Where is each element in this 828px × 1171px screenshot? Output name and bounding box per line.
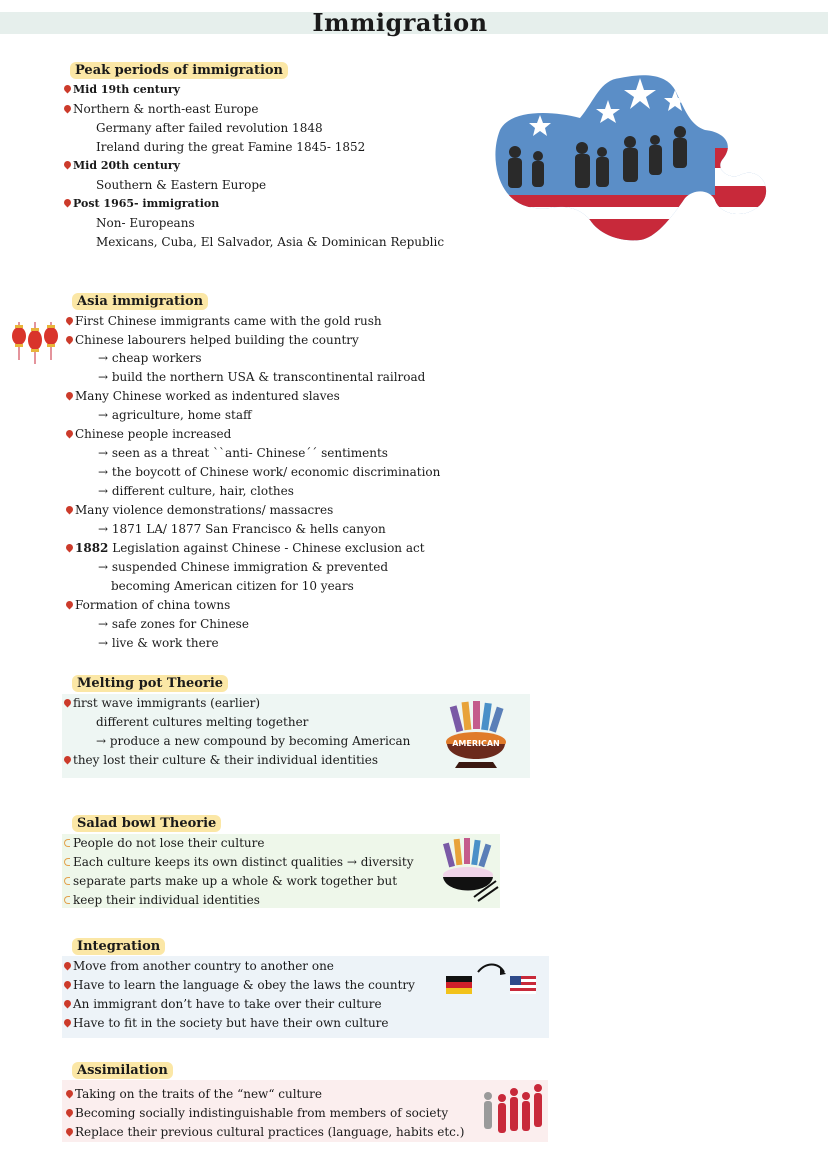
usa-map-illustration [490, 70, 772, 242]
list-item: → agriculture, home staff [98, 408, 252, 422]
melting-pot-icon [443, 698, 509, 772]
pot-label: AMERICAN [452, 739, 500, 748]
list-item: Formation of china towns [66, 597, 230, 613]
list-item: → seen as a threat ``anti- Chinese´´ sentiments [98, 446, 388, 460]
germany-to-usa-icon [444, 962, 540, 996]
integration-title: Integration [72, 938, 165, 955]
asia-title: Asia immigration [72, 293, 208, 310]
bullet-icon [63, 160, 73, 170]
list-item: Taking on the traits of the “new“ culture [66, 1086, 322, 1102]
list-item: Many Chinese worked as indentured slaves [66, 388, 340, 404]
list-item: Northern & north-east Europe [64, 101, 258, 117]
bracket-bullet-icon [64, 896, 70, 904]
bullet-icon [65, 1089, 75, 1099]
bullet-icon [65, 335, 75, 345]
list-item: → cheap workers [98, 351, 202, 365]
bracket-bullet-icon [64, 839, 70, 847]
list-item: Mexicans, Cuba, El Salvador, Asia & Dominican Republic [96, 235, 445, 249]
list-item: Each culture keeps its own distinct qualities → diversity [64, 854, 413, 870]
list-item: Post 1965- immigration [64, 196, 219, 212]
list-item: Southern & Eastern Europe [96, 178, 267, 192]
bullet-icon [65, 505, 75, 515]
bracket-bullet-icon [64, 877, 70, 885]
bullet-icon [63, 961, 73, 971]
bullet-icon [63, 999, 73, 1009]
people-group-icon [482, 1082, 546, 1140]
bullet-icon [63, 84, 73, 94]
bullet-icon [63, 698, 73, 708]
list-item: → build the northern USA & transcontinental railroad [98, 370, 426, 384]
list-item: First Chinese immigrants came with the gold rush [66, 313, 382, 329]
list-item: becoming American citizen for 10 years [111, 579, 354, 593]
salad-bowl-icon [440, 837, 500, 907]
peak-title: Peak periods of immigration [70, 62, 288, 79]
usa-flag-icon [510, 976, 536, 994]
list-item: → produce a new compound by becoming American [96, 734, 411, 748]
list-item: Move from another country to another one [64, 958, 334, 974]
list-item: Replace their previous cultural practices (language, habits etc.) [66, 1124, 464, 1140]
bullet-icon [63, 1018, 73, 1028]
list-item: Chinese labourers helped building the country [66, 332, 359, 348]
list-item: → safe zones for Chinese [98, 617, 249, 631]
page-title: Immigration [312, 8, 488, 37]
bullet-icon [63, 104, 73, 114]
list-item: 1882 Legislation against Chinese - Chinese exclusion act [66, 540, 425, 556]
bullet-icon [63, 198, 73, 208]
list-item: different cultures melting together [96, 715, 309, 729]
list-item: Germany after failed revolution 1848 [96, 121, 323, 135]
germany-flag-icon [446, 976, 472, 994]
bullet-icon [65, 316, 75, 326]
bullet-icon [65, 600, 75, 610]
salad-bowl-title: Salad bowl Theorie [72, 815, 221, 832]
list-item: separate parts make up a whole & work together but [64, 873, 397, 889]
bullet-icon [65, 543, 75, 553]
list-item: Mid 19th century [64, 82, 180, 98]
bullet-icon [65, 1127, 75, 1137]
list-item: → 1871 LA/ 1877 San Francisco & hells canyon [98, 522, 386, 536]
list-item: Many violence demonstrations/ massacres [66, 502, 333, 518]
list-item: → suspended Chinese immigration & prevented [98, 560, 389, 574]
bullet-icon [63, 755, 73, 765]
melting-pot-title: Melting pot Theorie [72, 675, 228, 692]
list-item: Non- Europeans [96, 216, 195, 230]
list-item: Becoming socially indistinguishable from members of society [66, 1105, 448, 1121]
list-item: → live & work there [98, 636, 219, 650]
list-item: Have to fit in the society but have their own culture [64, 1015, 389, 1031]
list-item: People do not lose their culture [64, 835, 264, 851]
bracket-bullet-icon [64, 858, 70, 866]
list-item: keep their individual identities [64, 892, 260, 908]
list-item: Ireland during the great Famine 1845- 1852 [96, 140, 366, 154]
chinese-lanterns-icon [10, 320, 60, 366]
list-item: An immigrant don’t have to take over their culture [64, 996, 382, 1012]
list-item: they lost their culture & their individual identities [64, 752, 378, 768]
list-item: → the boycott of Chinese work/ economic discrimination [98, 465, 441, 479]
list-item: first wave immigrants (earlier) [64, 695, 260, 711]
assimilation-title: Assimilation [72, 1062, 173, 1079]
list-item: → different culture, hair, clothes [98, 484, 294, 498]
bullet-icon [63, 980, 73, 990]
bullet-icon [65, 1108, 75, 1118]
bullet-icon [65, 429, 75, 439]
bullet-icon [65, 391, 75, 401]
list-item: Have to learn the language & obey the laws the country [64, 977, 415, 993]
list-item: Mid 20th century [64, 158, 180, 174]
list-item: Chinese people increased [66, 426, 231, 442]
